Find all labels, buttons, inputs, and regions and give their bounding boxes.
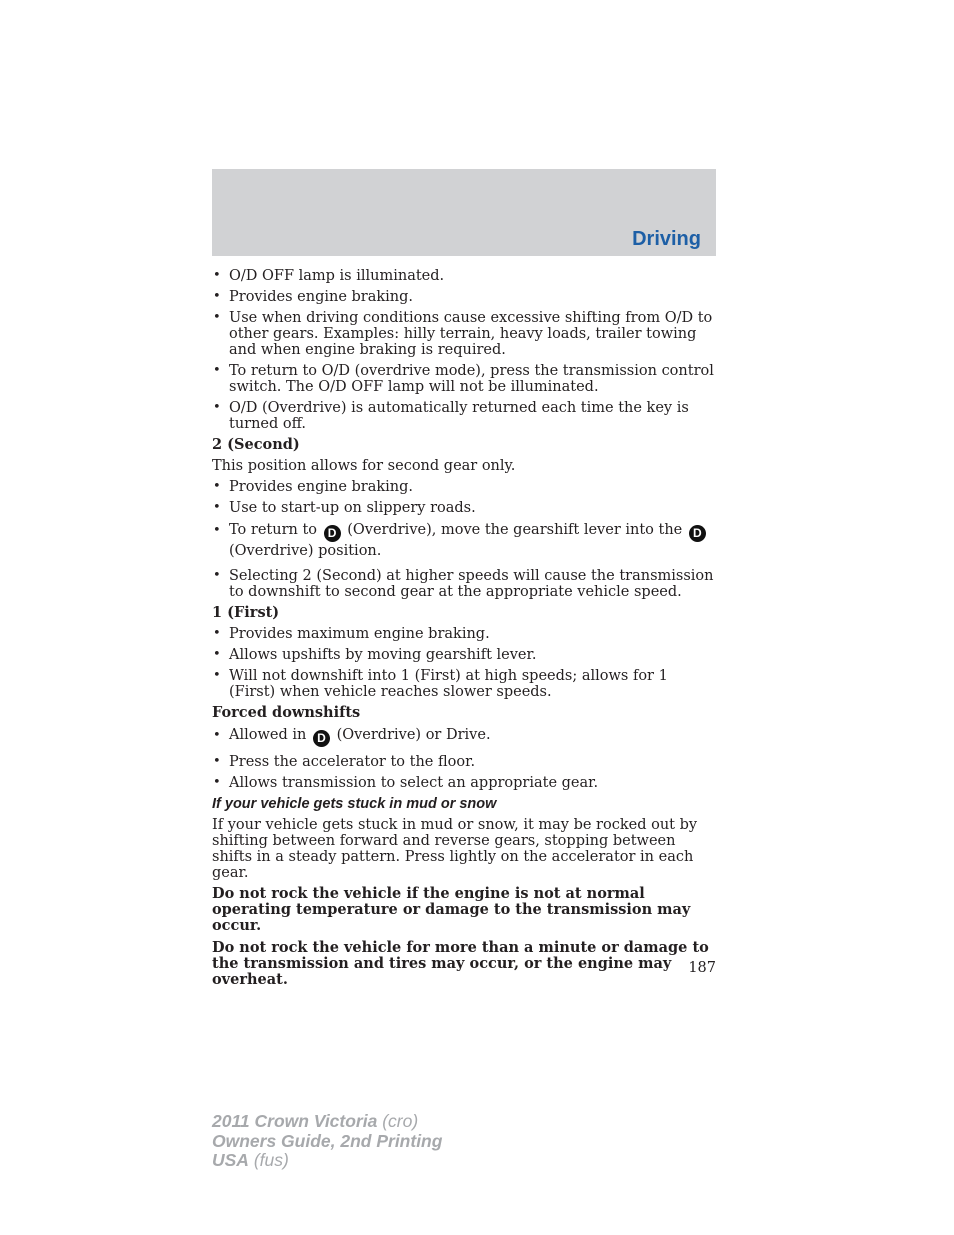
- second-intro: This position allows for second gear only.: [212, 458, 516, 474]
- page-content: [212, 268, 716, 994]
- footer-code: (cro): [382, 1111, 419, 1131]
- list-item: • Use when driving conditions cause excessive shifting from O/D to other gears. Examples: hilly terrain, heavy loads, trailer towing and when engine braking is required.: [212, 310, 716, 358]
- overdrive-d-icon: D: [324, 525, 341, 542]
- text-span: (Overdrive) position.: [229, 543, 382, 559]
- footer-model: 2011 Crown Victoria: [212, 1111, 378, 1131]
- list-item: • Selecting 2 (Second) at higher speeds will cause the transmission to downshift to second gear at the appropriate vehicle speed.: [212, 568, 716, 600]
- text-span: To return to: [229, 522, 317, 538]
- list-item: • O/D (Overdrive) is automatically returned each time the key is turned off.: [212, 400, 716, 432]
- list-item: • Will not downshift into 1 (First) at high speeds; allows for 1 (First) when vehicle reaches slower speeds.: [212, 668, 716, 700]
- first-heading: 1 (First): [212, 604, 280, 621]
- list-item: • Provides engine braking.: [212, 479, 716, 495]
- list-item: • Provides maximum engine braking.: [212, 626, 716, 642]
- footer-imprint: [212, 1112, 442, 1171]
- list-item: • Press the accelerator to the floor.: [212, 754, 716, 770]
- forced-downshifts-heading: Forced downshifts: [212, 704, 361, 721]
- list-item: [212, 726, 716, 747]
- footer-guide: Owners Guide, 2nd Printing: [212, 1130, 443, 1151]
- overdrive-d-icon: D: [313, 730, 330, 747]
- warning-text: Do not rock the vehicle for more than a minute or damage to the transmission and tires may occur, or the engine may overheat.: [212, 939, 709, 988]
- footer-code: (fus): [253, 1150, 289, 1170]
- list-item: • Use to start-up on slippery roads.: [212, 500, 716, 516]
- section-title: Driving: [632, 228, 701, 250]
- page-number: 187: [688, 960, 716, 976]
- list-item: • O/D OFF lamp is illuminated.: [212, 268, 716, 284]
- overdrive-d-icon: D: [689, 525, 706, 542]
- second-heading: 2 (Second): [212, 436, 300, 453]
- stuck-heading: If your vehicle gets stuck in mud or snow: [212, 796, 497, 812]
- warning-text: Do not rock the vehicle if the engine is not at normal operating temperature or damage to the transmission may occur.: [212, 885, 691, 934]
- list-item: [212, 521, 716, 561]
- stuck-body: If your vehicle gets stuck in mud or snow, it may be rocked out by shifting between forward and reverse gears, stopping between shifts in a steady pattern. Press lightly on the accelerator in each gear.: [212, 817, 698, 881]
- text-span: Allowed in: [229, 727, 307, 743]
- list-item: • To return to O/D (overdrive mode), press the transmission control switch. The O/D OFF lamp will not be illuminated.: [212, 363, 716, 395]
- text-span: (Overdrive) or Drive.: [336, 727, 491, 743]
- footer-market: USA: [212, 1150, 249, 1170]
- list-item: • Allows upshifts by moving gearshift lever.: [212, 647, 716, 663]
- list-item: • Provides engine braking.: [212, 289, 716, 305]
- list-item: • Allows transmission to select an appropriate gear.: [212, 775, 716, 791]
- section-header-band: [212, 169, 716, 256]
- text-span: (Overdrive), move the gearshift lever into the: [347, 522, 683, 538]
